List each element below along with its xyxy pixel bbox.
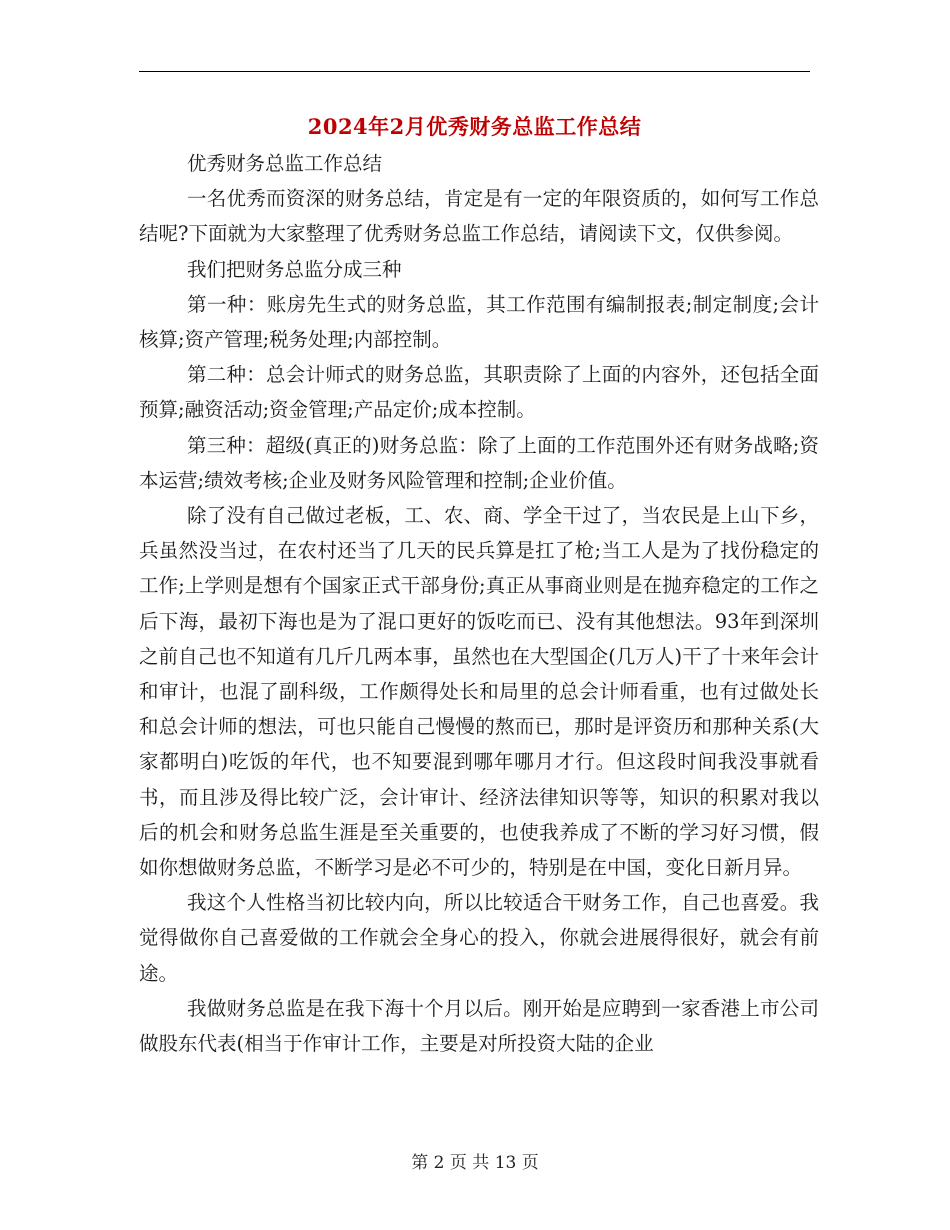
document-title: 2024年2月优秀财务总监工作总结 bbox=[307, 114, 642, 139]
paragraph: 第三种：超级(真正的)财务总监：除了上面的工作范围外还有财务战略;资本运营;绩效考核;企业及财务风险管理和控制;企业价值。 bbox=[139, 433, 819, 492]
paragraph: 一名优秀而资深的财务总结，肯定是有一定的年限资质的，如何写工作总结呢?下面就为大家整理了优秀财务总监工作总结，请阅读下文，仅供参阅。 bbox=[139, 187, 819, 246]
paragraph: 我做财务总监是在我下海十个月以后。刚开始是应聘到一家香港上市公司做股东代表(相当于作审计工作，主要是对所投资大陆的企业 bbox=[139, 996, 819, 1056]
paragraph: 优秀财务总监工作总结 bbox=[187, 152, 383, 175]
header-rule bbox=[139, 71, 810, 72]
paragraph: 除了没有自己做过老板，工、农、商、学全干过了，当农民是上山下乡，兵虽然没当过，在农村还当了几天的民兵算是扛了枪;当工人是为了找份稳定的工作;上学则是想有个国家正式干部身份;真正从事商业则是在抛弃稳定的工作之后下海，最初下海也是为了混口更好的饭吃而已、没有其他想法。93年到深圳之前自己也不知道有几斤几两本事，虽然也在大型国企(几万人)干了十来年会计和审计，也混了副科级，工作颇得处长和局里的总会计师看重，也有过做处长和总会计师的想法，可也只能自己慢慢的熬而已，那时是评资历和那种关系(大家都明白)吃饭的年代，也不知要混到哪年哪月才行。但这段时间我没事就看书，而且涉及得比较广泛，会计审计、经济法律知识等等，知识的积累对我以后的机会和财务总监生涯是至关重要的，也使我养成了不断的学习好习惯，假如你想做财务总监，不断学习是必不可少的，特别是在中国，变化日新月异。 bbox=[139, 504, 819, 880]
paragraph: 第二种：总会计师式的财务总监，其职责除了上面的内容外，还包括全面预算;融资活动;资金管理;产品定价;成本控制。 bbox=[139, 363, 819, 422]
paragraph: 我这个人性格当初比较内向，所以比较适合干财务工作，自己也喜爱。我觉得做你自己喜爱做的工作就会全身心的投入，你就会进展得很好，就会有前途。 bbox=[139, 891, 819, 985]
paragraph: 我们把财务总监分成三种 bbox=[187, 257, 402, 281]
document-body bbox=[139, 146, 819, 1061]
page-number-footer: 第 2 页 共 13 页 bbox=[411, 1153, 539, 1173]
paragraph: 第一种：账房先生式的财务总监，其工作范围有编制报表;制定制度;会计核算;资产管理;税务处理;内部控制。 bbox=[139, 292, 819, 352]
